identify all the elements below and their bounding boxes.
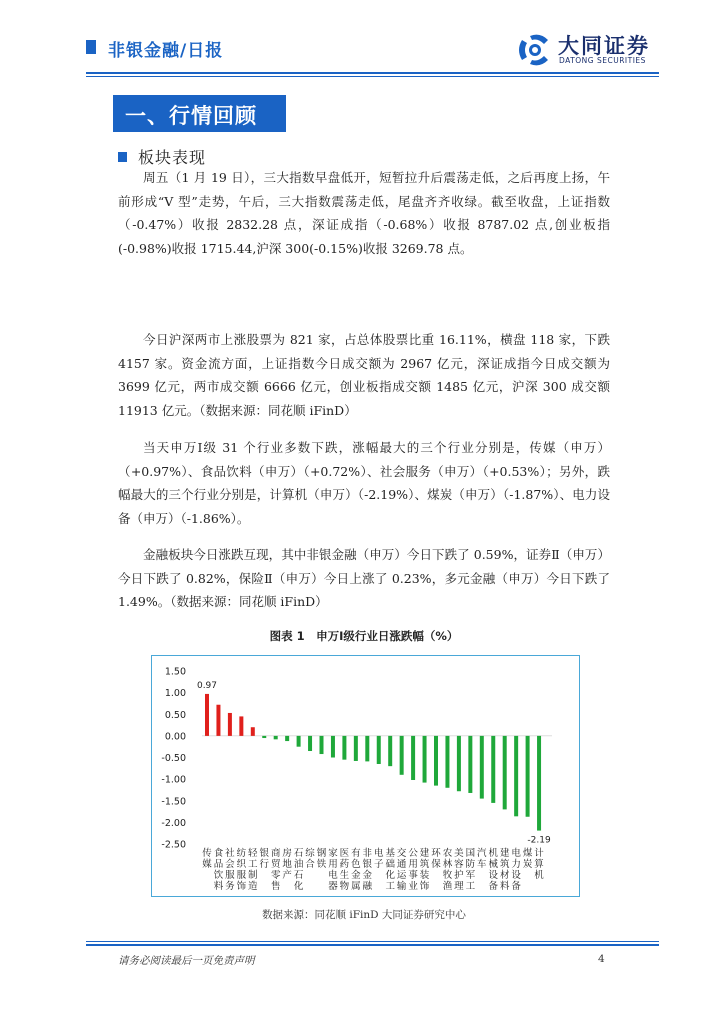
x-category-label: 纺织服饰	[236, 848, 247, 892]
figure-title: 图表 1 申万Ⅰ级行业日涨跌幅（%）	[269, 629, 459, 643]
bar-25	[480, 736, 484, 799]
x-category-label: 非银金融	[362, 848, 373, 892]
x-category-label: 基础化工	[385, 848, 395, 892]
x-category-label: 综合	[305, 848, 315, 870]
bar-14	[354, 736, 358, 761]
bar-27	[503, 736, 507, 810]
x-category-label: 交通运输	[396, 848, 407, 892]
y-tick-label: 1.00	[164, 688, 186, 700]
y-tick-label: 0.50	[164, 709, 186, 721]
footer-divider	[86, 944, 659, 946]
company-logo	[514, 30, 664, 70]
x-category-label: 商贸零售	[270, 848, 281, 892]
section-banner	[113, 95, 286, 132]
x-category-label: 电力设备	[511, 848, 521, 892]
bar-2	[216, 705, 220, 736]
x-category-label: 房地产	[282, 848, 292, 881]
subsection-marker	[118, 152, 127, 162]
x-category-label: 机械设备	[488, 848, 499, 892]
bar-chart-svg	[152, 656, 579, 896]
paragraph-industry: 当天申万Ⅰ级 31 个行业多数下跌，涨幅最大的三个行业分别是，传媒（申万）（+0.97%）、食品饮料（申万）（+0.72%）、社会服务（申万）（+0.53%）；另外，跌幅最大的三个行业分别是，计算机（申万）（-2.19%）、煤炭（申万）（-1.87%）、电力设备（申万）（-1.86%）。	[118, 440, 610, 526]
bar-12	[331, 736, 335, 758]
paragraph-turnover: 今日沪深两市上涨股票为 821 家，占总体股票比重 16.11%，横盘 118 家，下跌 4157 家。资金流方面，上证指数今日成交额为 2967 亿元，深证成指今日成交额为 3699 亿元，两市成交额 6666 亿元，创业板指成交额 1485 亿元，沪深 300 成交额 11913 亿元。（数据来源：同花顺 iFinD）	[118, 332, 610, 418]
bar-4	[239, 716, 243, 735]
bar-22	[445, 736, 449, 788]
data-label: 0.97	[196, 680, 218, 691]
x-category-label: 银行	[259, 848, 270, 870]
x-category-label: 石油石化	[293, 848, 304, 892]
bar-17	[388, 736, 392, 766]
bar-7	[274, 736, 278, 739]
logo-mark-icon	[514, 30, 556, 70]
figure-source: 数据来源：同花顺 iFinD 大同证券研究中心	[262, 909, 466, 921]
bar-19	[411, 736, 415, 780]
bar-28	[514, 736, 518, 816]
bar-13	[342, 736, 346, 760]
footer-divider-thin	[86, 941, 659, 942]
x-category-label: 传媒	[202, 848, 212, 870]
x-category-label: 煤炭	[522, 848, 533, 870]
x-category-label: 农林牧渔	[442, 848, 453, 892]
x-category-label: 计算机	[534, 848, 544, 881]
x-category-label: 公用事业	[408, 848, 418, 892]
x-category-label: 轻工制造	[248, 848, 258, 892]
bar-18	[400, 736, 404, 775]
bar-26	[491, 736, 495, 803]
x-category-label: 美容护理	[454, 848, 464, 892]
x-category-label: 建筑材料	[499, 848, 510, 892]
bar-9	[297, 736, 301, 747]
bar-20	[423, 736, 427, 783]
bar-16	[377, 736, 381, 764]
bar-15	[365, 736, 369, 762]
y-tick-label: -2.00	[161, 817, 186, 829]
paragraph-financial-sector: 金融板块今日涨跌互现，其中非银金融（申万）今日下跌了 0.59%，证券Ⅱ（申万）今日下跌了 0.82%，保险Ⅱ（申万）今日上涨了 0.23%，多元金融（申万）今日下跌了 1.49%。（数据来源：同花顺 iFinD）	[118, 547, 610, 609]
x-category-label: 环保	[431, 848, 441, 870]
industry-change-chart	[151, 655, 580, 897]
x-category-label: 钢铁	[316, 848, 327, 870]
x-category-label: 社会服务	[225, 848, 235, 892]
bar-8	[285, 736, 289, 741]
x-category-label: 国防军工	[465, 848, 476, 892]
bar-3	[228, 713, 232, 736]
bar-1	[205, 694, 209, 736]
bar-11	[320, 736, 324, 754]
section-title: 一、行情回顾	[125, 104, 257, 128]
paragraph-market-summary: 周五（1 月 19 日），三大指数早盘低开，短暂拉升后震荡走低，之后再度上扬，午前形成“V 型”走势，午后，三大指数震荡走低，尾盘齐齐收绿。截至收盘，上证指数（-0.47%）收报 2832.28 点，深证成指（-0.68%）收报 8787.02 点,创业板指(-0.98%)收报 1715.44,沪深 300(-0.15%)收报 3269.78 点。	[118, 170, 610, 256]
bar-6	[262, 736, 266, 738]
subsection-title: 板块表现	[138, 148, 207, 167]
x-category-label: 汽车	[477, 848, 487, 870]
y-tick-label: -0.50	[161, 753, 186, 764]
bar-10	[308, 736, 312, 751]
bar-29	[526, 736, 530, 817]
y-tick-label: -1.00	[161, 774, 186, 786]
footer-disclaimer: 请务必阅读最后一页免责声明	[118, 955, 255, 967]
y-tick-label: -1.50	[161, 796, 186, 808]
report-category-title: 非银金融/日报	[108, 41, 224, 61]
x-category-label: 有色金属	[351, 848, 361, 892]
header-marker	[86, 40, 96, 54]
bar-30	[537, 736, 541, 831]
bar-24	[468, 736, 472, 793]
bar-21	[434, 736, 438, 786]
x-category-label: 医药生物	[339, 848, 350, 892]
bar-23	[457, 736, 461, 791]
page-number: 4	[598, 953, 605, 965]
logo-name: 大同证券	[558, 34, 650, 58]
y-tick-label: 0.00	[164, 731, 186, 743]
y-tick-label: 1.50	[164, 666, 186, 678]
y-tick-label: -2.50	[161, 839, 186, 851]
x-category-label: 食品饮料	[213, 848, 224, 892]
x-category-label: 建筑装饰	[419, 848, 430, 892]
bar-5	[251, 727, 255, 736]
header-divider-thin	[86, 76, 659, 77]
data-label: -2.19	[527, 835, 551, 846]
header-divider	[86, 72, 659, 74]
logo-english-name: DATONG SECURITIES	[559, 56, 646, 65]
x-category-label: 电子	[373, 848, 384, 870]
x-category-label: 家用电器	[328, 848, 338, 892]
